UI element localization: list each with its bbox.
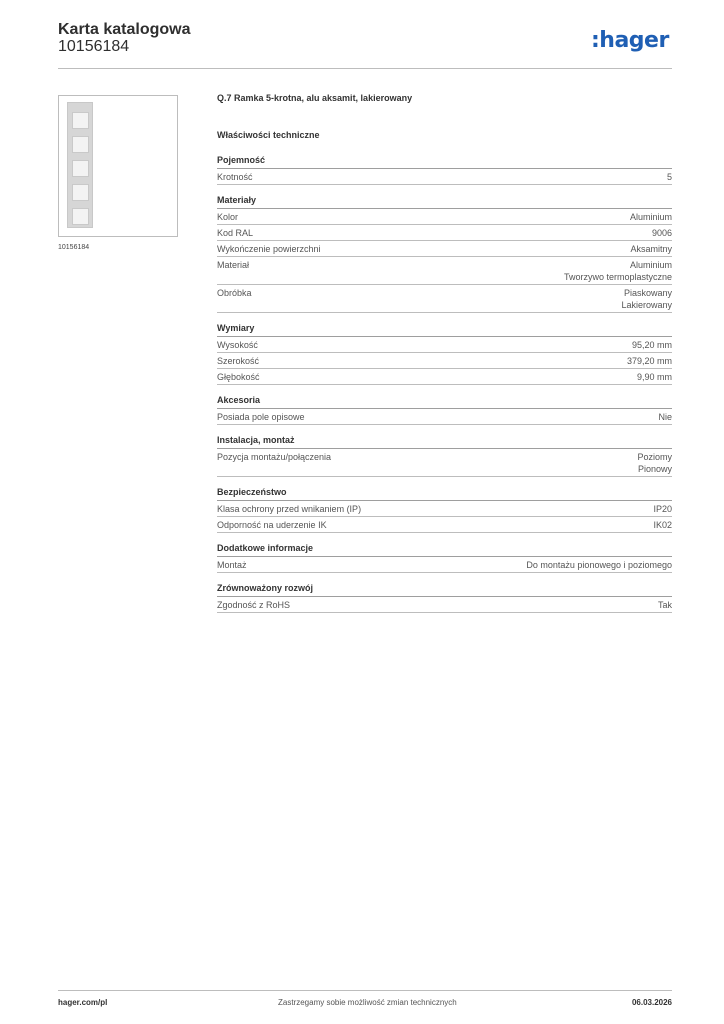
spec-groups bbox=[217, 155, 672, 613]
spec-value bbox=[653, 519, 672, 531]
spec-group bbox=[217, 395, 672, 425]
section-title: Właściwości techniczne bbox=[217, 130, 320, 140]
spec-value bbox=[526, 559, 672, 571]
plate-cell bbox=[72, 160, 89, 177]
product-name: Q.7 Ramka 5-krotna, alu aksamit, lakierowany bbox=[217, 93, 413, 103]
footer-divider bbox=[58, 990, 672, 991]
spec-value bbox=[630, 211, 672, 223]
spec-value bbox=[630, 243, 672, 255]
spec-group-title: Bezpieczeństwo bbox=[217, 487, 672, 501]
spec-group-title: Zrównoważony rozwój bbox=[217, 583, 672, 597]
spec-value-line: Do montażu pionowego i poziomego bbox=[526, 560, 672, 570]
hager-logo bbox=[591, 28, 675, 54]
spec-row bbox=[217, 285, 672, 313]
spec-value bbox=[658, 599, 672, 611]
spec-label: Pozycja montażu/połączenia bbox=[217, 452, 332, 462]
spec-value bbox=[637, 451, 672, 475]
spec-value bbox=[627, 355, 672, 367]
spec-value bbox=[637, 371, 672, 383]
spec-label: Szerokość bbox=[217, 356, 260, 366]
spec-value-line: IK02 bbox=[653, 520, 672, 530]
spec-value-line: 9006 bbox=[651, 228, 672, 238]
spec-label: Wykończenie powierzchni bbox=[217, 244, 321, 254]
spec-row bbox=[217, 241, 672, 257]
spec-label: Zgodność z RoHS bbox=[217, 600, 291, 610]
spec-group bbox=[217, 323, 672, 385]
spec-row bbox=[217, 169, 672, 185]
footer-disclaimer: Zastrzegamy sobie możliwość zmian technicznych bbox=[278, 998, 457, 1007]
spec-value-line: Poziomy bbox=[637, 452, 672, 462]
plate-cell bbox=[72, 184, 89, 201]
spec-value bbox=[667, 171, 672, 183]
spec-value-line: Pionowy bbox=[637, 464, 672, 474]
hager-logo-text: :hager bbox=[591, 28, 669, 53]
spec-value-line: 95,20 mm bbox=[631, 340, 672, 350]
header-product-code: 10156184 bbox=[58, 38, 130, 55]
spec-value-line: Nie bbox=[658, 412, 672, 422]
image-caption: 10156184 bbox=[58, 244, 90, 251]
spec-row bbox=[217, 517, 672, 533]
plate-cell bbox=[72, 112, 89, 129]
spec-value-line: 379,20 mm bbox=[626, 356, 672, 366]
spec-group bbox=[217, 543, 672, 573]
spec-label: Montaż bbox=[217, 560, 247, 570]
spec-value-line: Piaskowany bbox=[623, 288, 672, 298]
spec-group-title: Materiały bbox=[217, 195, 672, 209]
spec-label: Głębokość bbox=[217, 372, 260, 382]
spec-group bbox=[217, 435, 672, 477]
spec-row bbox=[217, 369, 672, 385]
header-title: Karta katalogowa bbox=[58, 21, 191, 38]
spec-value-line: Aluminium bbox=[629, 212, 672, 222]
spec-group bbox=[217, 155, 672, 185]
spec-row bbox=[217, 557, 672, 573]
spec-label: Odporność na uderzenie IK bbox=[217, 520, 327, 530]
spec-group-title: Wymiary bbox=[217, 323, 672, 337]
spec-value-line: 5 bbox=[666, 172, 672, 182]
spec-label: Wysokość bbox=[217, 340, 258, 350]
spec-group bbox=[217, 487, 672, 533]
spec-value bbox=[658, 411, 672, 423]
spec-group bbox=[217, 195, 672, 313]
spec-row bbox=[217, 449, 672, 477]
spec-row bbox=[217, 225, 672, 241]
spec-value-line: Aksamitny bbox=[630, 244, 672, 254]
spec-label: Obróbka bbox=[217, 288, 252, 298]
spec-label: Kolor bbox=[217, 212, 239, 222]
spec-row bbox=[217, 501, 672, 517]
spec-row bbox=[217, 353, 672, 369]
frame-plate bbox=[67, 102, 93, 228]
spec-value-line: IP20 bbox=[653, 504, 672, 514]
plate-cell bbox=[72, 208, 89, 225]
spec-value-line: Aluminium bbox=[629, 260, 672, 270]
spec-value bbox=[652, 227, 672, 239]
spec-value-line: 9,90 mm bbox=[636, 372, 672, 382]
footer-website-link[interactable]: hager.com/pl bbox=[58, 998, 108, 1007]
spec-group-title: Instalacja, montaż bbox=[217, 435, 672, 449]
spec-label: Krotność bbox=[217, 172, 253, 182]
spec-content bbox=[217, 93, 672, 623]
spec-row bbox=[217, 409, 672, 425]
product-image bbox=[58, 95, 178, 237]
spec-value-line: Tak bbox=[657, 600, 672, 610]
spec-value bbox=[653, 503, 672, 515]
spec-value-line: Tworzywo termoplastyczne bbox=[563, 272, 672, 282]
spec-value-line: Lakierowany bbox=[621, 300, 672, 310]
spec-label: Materiał bbox=[217, 260, 250, 270]
footer-date: 06.03.2026 bbox=[631, 998, 672, 1007]
plate-cell bbox=[72, 136, 89, 153]
spec-label: Posiada pole opisowe bbox=[217, 412, 305, 422]
spec-value bbox=[564, 259, 672, 283]
spec-group bbox=[217, 583, 672, 613]
spec-row bbox=[217, 209, 672, 225]
spec-value bbox=[632, 339, 672, 351]
spec-group-title: Dodatkowe informacje bbox=[217, 543, 672, 557]
spec-row bbox=[217, 257, 672, 285]
spec-label: Klasa ochrony przed wnikaniem (IP) bbox=[217, 504, 362, 514]
spec-row bbox=[217, 337, 672, 353]
header-divider bbox=[58, 68, 672, 69]
spec-row bbox=[217, 597, 672, 613]
spec-label: Kod RAL bbox=[217, 228, 254, 238]
spec-group-title: Akcesoria bbox=[217, 395, 672, 409]
spec-value bbox=[621, 287, 672, 311]
spec-group-title: Pojemność bbox=[217, 155, 672, 169]
